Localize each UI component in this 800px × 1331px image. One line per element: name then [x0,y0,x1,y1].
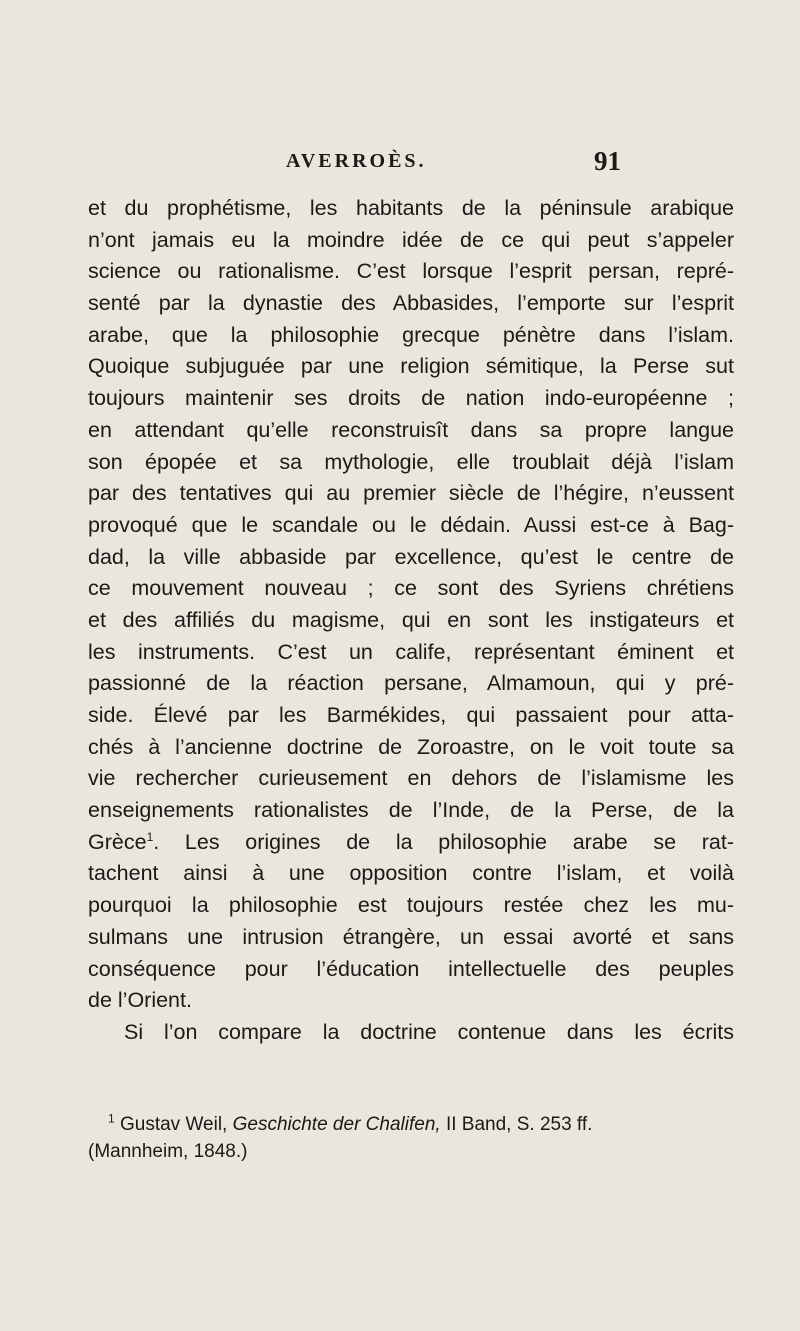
footnote-reference-detail: II Band, S. 253 ff. [445,1114,593,1135]
footnote-reference: 1 [146,829,154,844]
text-line: toujours maintenir ses droits de nation indo-européenne ; [88,386,734,411]
text-line: de l’Orient. [88,988,192,1013]
text-line: et des affiliés du magisme, qui en sont les instigateurs et [88,607,734,632]
text-line: Quoique subjuguée par une religion sémitique, la Perse sut [88,354,734,379]
text-line: Si l’on compare la doctrine contenue dans les écrits [124,1019,734,1044]
text-line: pourquoi la philosophie est toujours restée chez les mu- [88,893,734,918]
footnote-author: Gustav Weil, [119,1114,228,1135]
text-line: par des tentatives qui au premier siècle de l’hégire, n’eussent [88,481,734,506]
text-line: side. Élevé par les Barmékides, qui passaient pour atta- [88,703,734,727]
text-line: vie rechercher curieusement en dehors de l’islamisme les [88,766,734,791]
text-line: en attendant qu’elle reconstruisît dans sa propre langue [88,417,734,442]
page-number: 91 [594,146,621,176]
text-line: science ou rationalisme. C’est lorsque l’esprit persan, repré- [88,259,734,284]
text-line: senté par la dynastie des Abbasides, l’emporte sur l’esprit [88,291,734,316]
text-fragment: . Les origines de la philosophie arabe se rat- [153,829,734,854]
text-line: passionné de la réaction persane, Almamoun, qui y pré- [88,671,734,696]
text-line: dad, la ville abbaside par excellence, qu’est le centre de [88,544,734,569]
footnote-title: Geschichte der Chalifen, [232,1114,441,1135]
footnotes [88,1111,734,1165]
text-line: les instruments. C’est un calife, représentant éminent et [88,639,734,664]
text-line: conséquence pour l’éducation intellectuelle des peuples [88,956,734,981]
footnote-marker: 1 [108,1111,115,1126]
text-line: n’ont jamais eu la moindre idée de ce qui peut s’appeler [88,227,734,252]
text-line: tachent ainsi à une opposition contre l’islam, et voilà [88,861,734,886]
running-title: AVERROÈS. [286,150,427,172]
text-line: son épopée et sa mythologie, elle troublait déjà l’islam [88,449,734,474]
text-line: et du prophétisme, les habitants de la péninsule arabique [88,196,734,220]
text-line: sulmans une intrusion étrangère, un essai avorté et sans [88,924,734,949]
footnote [88,1111,734,1138]
text-line-with-footnote-ref [88,827,734,859]
page-header [286,146,621,186]
text-line: ce mouvement nouveau ; ce sont des Syriens chrétiens [88,576,734,601]
text-line: chés à l’ancienne doctrine de Zoroastre, on le voit toute sa [88,734,734,759]
text-fragment: Grèce [88,829,147,854]
text-line: arabe, que la philosophie grecque pénètre dans l’islam. [88,322,734,347]
text-line: enseignements rationalistes de l’Inde, de la Perse, de la [88,798,734,823]
body-text [88,193,734,1049]
footnote-line: (Mannheim, 1848.) [88,1141,248,1162]
text-line: provoqué que le scandale ou le dédain. Aussi est-ce à Bag- [88,512,734,537]
